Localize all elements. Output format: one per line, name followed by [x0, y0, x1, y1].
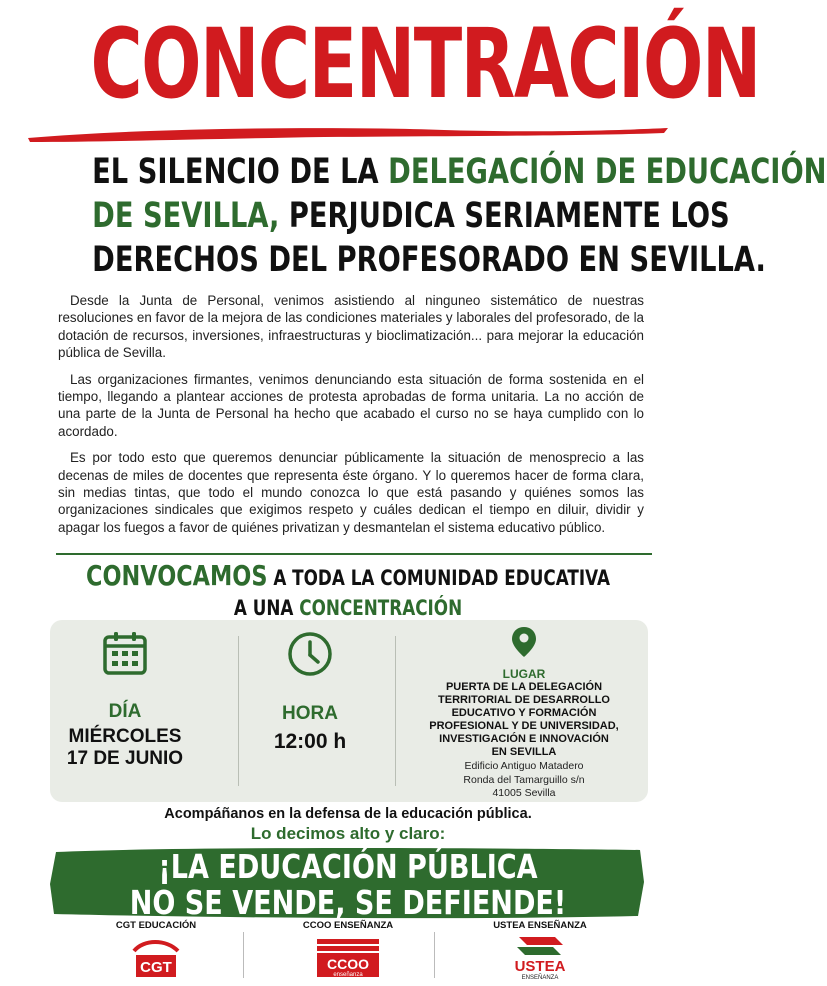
day-weekday: MIÉRCOLES	[68, 726, 182, 747]
convocamos-word: CONVOCAMOS	[86, 559, 268, 592]
place-address	[400, 760, 648, 801]
day-column	[50, 620, 200, 802]
paragraph-1: Desde la Junta de Personal, venimos asistiendo al ninguneo sistemático de nuestras resoluciones en favor de la mejora de las condiciones materiales y laborales del profesorado, de la dotación de recursos, inversiones, infraestructuras y bioclimatización... para mejorar la educación pública de Sevilla.	[58, 293, 644, 361]
place-line: PROFESIONAL Y DE UNIVERSIDAD,	[429, 720, 619, 732]
location-pin-icon	[511, 626, 537, 658]
logo-ustea-name: USTEA ENSEÑANZA	[493, 920, 587, 931]
subtitle	[20, 150, 827, 282]
cgt-logo-icon	[126, 935, 186, 979]
subtitle-line1-black: EL SILENCIO DE LA	[92, 152, 389, 192]
slogan	[0, 849, 696, 921]
accompany-text: Acompáñanos en la defensa de la educación pública.	[164, 806, 532, 822]
subtitle-line3: DERECHOS DEL PROFESORADO EN SEVILLA.	[92, 240, 766, 280]
place-line: TERRITORIAL DE DESARROLLO	[438, 694, 610, 706]
loud-text: Lo decimos alto y claro:	[250, 824, 446, 843]
place-line: PUERTA DE LA DELEGACIÓN	[445, 681, 603, 693]
address-line: Edificio Antiguo Matadero	[464, 760, 584, 772]
day-date: 17 DE JUNIO	[66, 748, 184, 769]
hour-column	[250, 620, 370, 802]
event-details-box	[50, 620, 648, 802]
logo-cgt-name: CGT EDUCACIÓN	[115, 920, 197, 931]
slogan-line-1: ¡LA EDUCACIÓN PÚBLICA	[158, 847, 538, 886]
brush-stroke-divider	[24, 124, 672, 144]
subtitle-line1-green: DELEGACIÓN DE EDUCACIÓN	[388, 152, 827, 192]
column-separator	[395, 636, 396, 786]
body-text	[58, 292, 644, 545]
day-label: DÍA	[108, 701, 142, 722]
address-line: 41005 Sevilla	[492, 787, 556, 799]
subtitle-line2-green: DE SEVILLA,	[92, 196, 280, 236]
paragraph-2: Las organizaciones firmantes, venimos denunciando esta situación de forma sostenida en el tiempo, llegando a plantear acciones de protesta aprobadas de forma unitaria. La no acción de una parte de la Junta de Personal ha hecho que acabado el curso no se haya cumplido con lo acordado.	[58, 371, 644, 439]
cgt-logo-mark: CGT	[140, 959, 172, 976]
call-to-action	[0, 559, 696, 624]
logo-ccoo-name: CCOO ENSEÑANZA	[302, 920, 394, 931]
logo-separator	[243, 932, 244, 978]
ustea-logo-mark: USTEA	[514, 958, 566, 975]
place-line: INVESTIGACIÓN E INNOVACIÓN	[439, 733, 609, 745]
ustea-logo-icon	[505, 933, 575, 981]
place-column	[400, 620, 648, 802]
calendar-icon	[102, 630, 148, 676]
logo-ustea	[450, 920, 630, 986]
subtitle-line2-black: PERJUDICA SERIAMENTE LOS	[279, 196, 730, 236]
place-line: EDUCATIVO Y FORMACIÓN	[451, 707, 597, 719]
place-name	[400, 681, 648, 759]
paragraph-3: Es por todo esto que queremos denunciar públicamente la situación de menosprecio a las decenas de miles de docentes que representa éste órgano. Y lo queremos hacer de forma clara, sin medias tintas, que todo el mundo conozca lo que está pasando y quiénes somos las organizaciones sindicales que exigimos respeto y cuáles dedican el tiempo en diluir, dividir y apagar los fuegos a favor de quiénes privatizan y desmantelan el sistema educativo público.	[58, 450, 644, 535]
ustea-logo-sub: ENSEÑANZA	[521, 975, 559, 981]
ccoo-logo-sub: enseñanza	[333, 972, 363, 978]
address-line: Ronda del Tamarguillo s/n	[463, 773, 585, 786]
call-line1: A TODA LA COMUNIDAD EDUCATIVA	[267, 566, 610, 590]
call-line2-green: CONCENTRACIÓN	[299, 596, 463, 620]
place-line: EN SEVILLA	[491, 746, 557, 758]
ccoo-logo-icon	[313, 935, 383, 979]
column-separator	[238, 636, 239, 786]
hour-label: HORA	[282, 703, 338, 724]
slogan-line-2: NO SE VENDE, SE DEFIENDE!	[129, 883, 567, 922]
place-label: LUGAR	[502, 667, 546, 681]
hour-value: 12:00 h	[273, 730, 347, 753]
headline: CONCENTRACIÓN	[90, 8, 760, 120]
call-line2-black: A UNA	[233, 596, 300, 620]
logo-ccoo	[258, 920, 438, 984]
green-divider	[56, 553, 652, 555]
clock-icon	[286, 630, 334, 678]
union-logos	[0, 920, 696, 985]
logo-separator	[434, 932, 435, 978]
ccoo-logo-mark: CCOO	[327, 956, 369, 972]
logo-cgt	[66, 920, 246, 984]
